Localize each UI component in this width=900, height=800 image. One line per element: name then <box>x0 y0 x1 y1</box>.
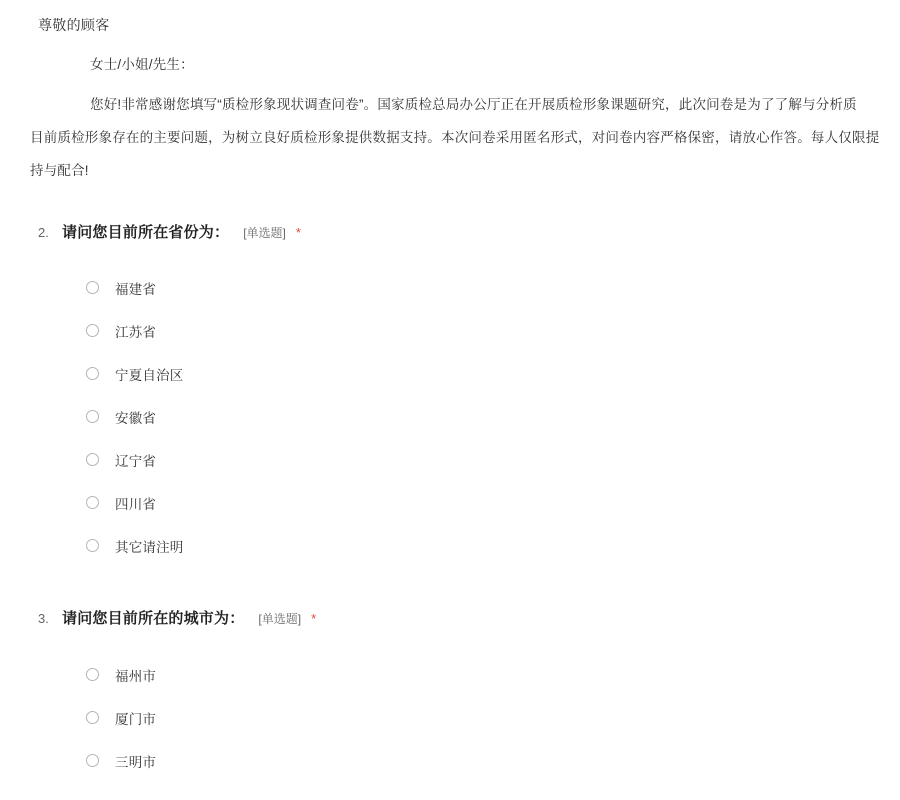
question-province-options <box>38 266 870 567</box>
option-label: 江苏省 <box>115 324 157 340</box>
option-label: 福建省 <box>115 281 157 297</box>
option-province-5[interactable] <box>86 481 870 524</box>
option-label: 四川省 <box>115 496 157 512</box>
option-label: 安徽省 <box>115 410 157 426</box>
intro-body-line-2: 目前质检形象存在的主要问题，为树立良好质检形象提供数据支持。本次问卷采用匿名形式，对问卷内容严格保密，请放心作答。每人仅限提 <box>30 130 880 145</box>
question-province-number: 2. <box>38 225 49 240</box>
question-province-title: 请问您目前所在省份为： <box>62 224 230 241</box>
radio-icon[interactable] <box>86 496 99 509</box>
radio-icon[interactable] <box>86 410 99 423</box>
intro-subsalutation: 女士/小姐/先生： <box>90 57 194 72</box>
intro-body <box>30 88 880 187</box>
option-province-3[interactable] <box>86 395 870 438</box>
radio-icon[interactable] <box>86 711 99 724</box>
option-province-4[interactable] <box>86 438 870 481</box>
question-city-required-mark: * <box>311 611 317 626</box>
question-city-header <box>38 607 870 628</box>
option-label: 辽宁省 <box>115 453 157 469</box>
option-city-0[interactable] <box>86 653 870 696</box>
radio-icon[interactable] <box>86 367 99 380</box>
radio-icon[interactable] <box>86 668 99 681</box>
option-label: 三明市 <box>115 754 157 770</box>
option-province-2[interactable] <box>86 352 870 395</box>
radio-icon[interactable] <box>86 281 99 294</box>
option-city-2[interactable] <box>86 739 870 782</box>
question-province-required-mark: * <box>295 225 301 240</box>
radio-icon[interactable] <box>86 453 99 466</box>
option-label: 其它请注明 <box>115 539 184 555</box>
option-label: 厦门市 <box>115 711 157 727</box>
intro-salutation: 尊敬的顾客 <box>38 17 110 33</box>
radio-icon[interactable] <box>86 539 99 552</box>
option-province-1[interactable] <box>86 309 870 352</box>
question-province-header <box>38 221 870 242</box>
survey-intro <box>0 0 900 187</box>
question-city-title: 请问您目前所在的城市为： <box>62 610 245 627</box>
option-city-1[interactable] <box>86 696 870 739</box>
intro-body-line-1: 您好!非常感谢您填写“质检形象现状调查问卷”。国家质检总局办公厅正在开展质检形象课题研究，此次问卷是为了了解与分析质 <box>90 97 857 112</box>
radio-icon[interactable] <box>86 324 99 337</box>
question-province-type: [单选题] <box>243 226 286 240</box>
option-province-0[interactable] <box>86 266 870 309</box>
question-city-type: [单选题] <box>258 612 302 626</box>
question-province <box>0 221 900 567</box>
option-province-6[interactable] <box>86 524 870 567</box>
option-label: 宁夏自治区 <box>115 367 184 383</box>
radio-icon[interactable] <box>86 754 99 767</box>
question-city-options <box>38 653 870 782</box>
option-label: 福州市 <box>115 668 157 684</box>
question-city-number: 3. <box>38 611 49 626</box>
question-city <box>0 607 900 782</box>
intro-body-line-3: 持与配合! <box>30 163 89 178</box>
